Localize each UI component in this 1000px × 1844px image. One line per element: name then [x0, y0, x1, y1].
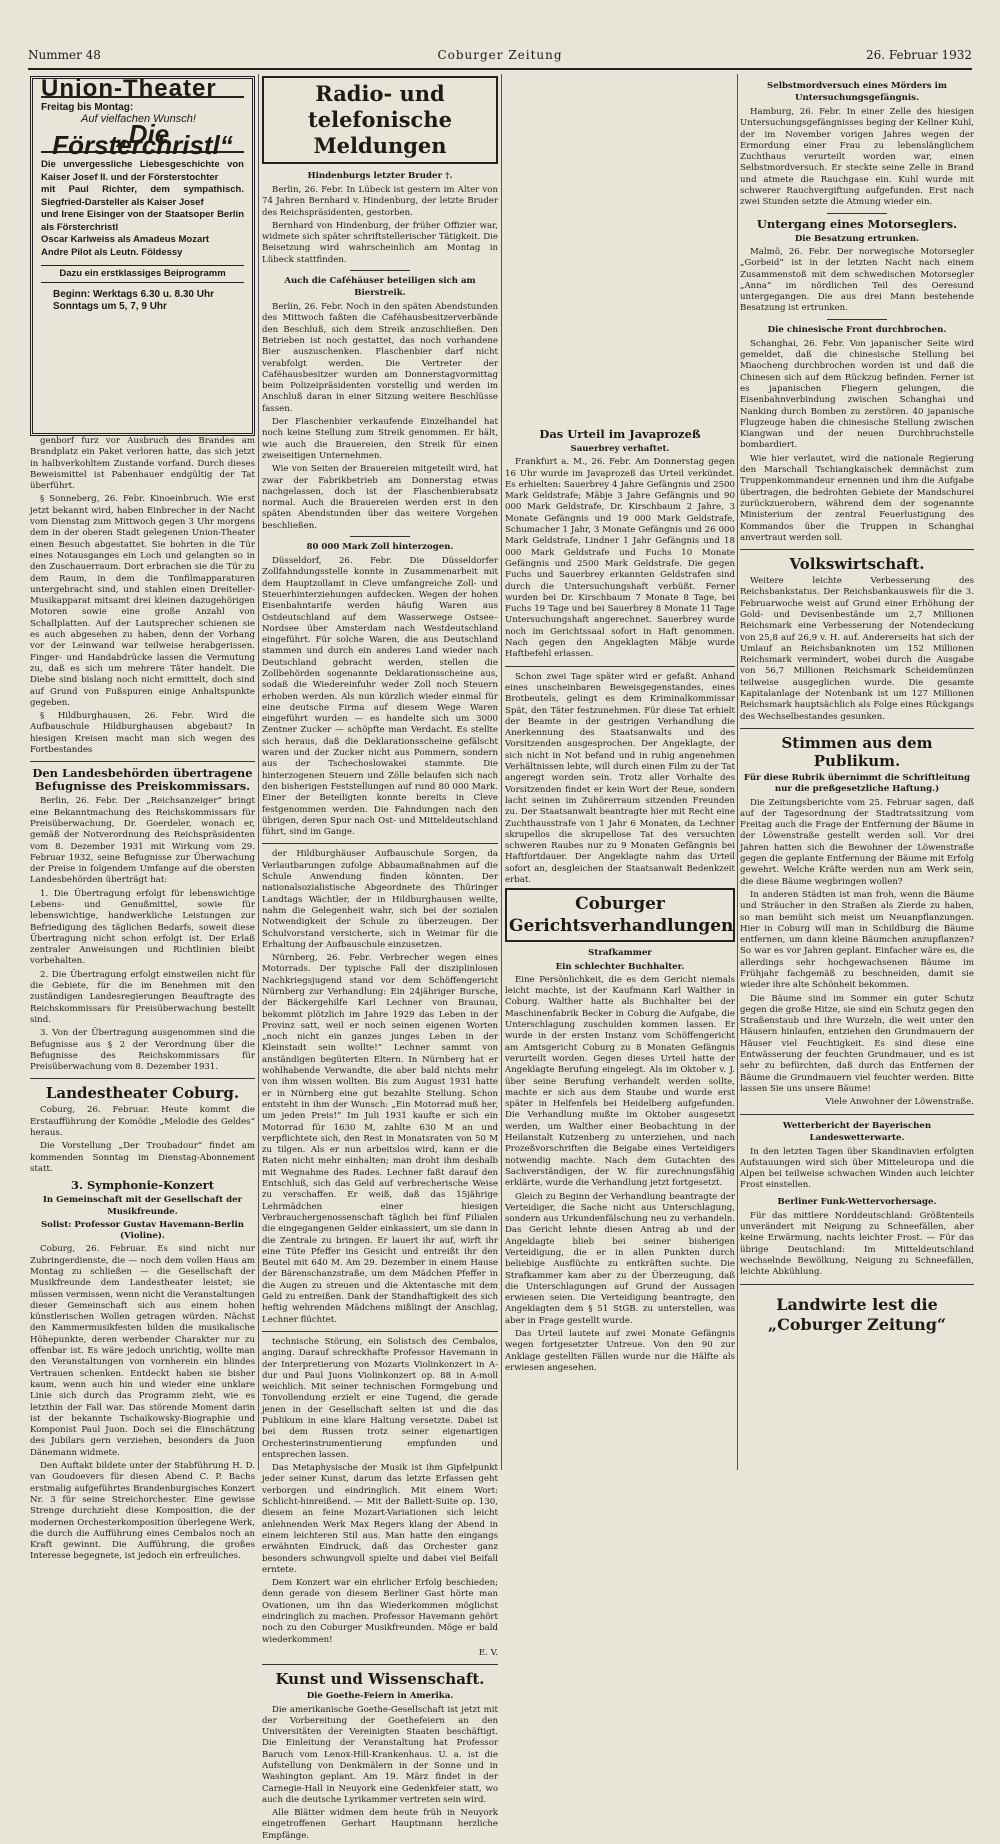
ad-line: und Irene Eisinger von der Staatsoper Berlin als Försterchristl [41, 209, 244, 233]
signature: Viele Anwohner der Löwenstraße. [825, 1097, 974, 1108]
paragraph: Berlin, 26. Febr. In Lübeck ist gestern im Alter von 74 Jahren Bernhard v. Hindenburg, der letzte Bruder des Reichspräsidenten, gestorben. [262, 185, 498, 218]
ad-times: Sonntags um 5, 7, 9 Uhr [53, 300, 167, 312]
paragraph: Die amerikanische Goethe-Gesellschaft ist jetzt mit der Vorbereitung der Goethefeiern an den Universitäten der Vereinigten Staaten beschäftigt. Die Einleitung der Veranstaltung hat Professor Baruch vom Lenox-Hill-Krankenhaus. U. a. ist die Aufstellung von Denkmälern in der Sonne und in Washington geplant. Am 19. März findet in der Carnegie-Hall in Neuyork eine Gedenkfeier statt, wo auch die deutsche Lyrikammer vertreten sein wird. [262, 1704, 498, 1805]
headline: Kunst und Wissenschaft. [275, 1670, 485, 1689]
paragraph: Das Urteil lautete auf zwei Monate Gefängnis wegen fortgesetzter Untreue. Von den 90 zur Anklage gestellten Fällen wurde nur die Hälfte als erwiesen angesehen. [505, 1329, 735, 1373]
paragraph: Berlin, 26. Febr. Der „Reichsanzeiger“ bringt eine Bekanntmachung des Reichskommissars für Preisüberwachung, Dr. Goerdeler, wonach er, gemäß der Notverordnung des Reichspräsidenten vom 8. Dezember 1931 mit Wirkung vom 29. Februar 1932, seine Befugnisse zur Überwachung der Preise in folgendem Umfange auf die obersten Landesbehörden überträgt hat: [30, 796, 255, 886]
subheadline: Ein schlechter Buchhalter. [555, 961, 685, 972]
ad-when: Freitag bis Montag: [41, 102, 134, 114]
column-4 [740, 76, 974, 1335]
headline: Hindenburgs letzter Bruder †. [307, 171, 453, 181]
paragraph: 1. Die Übertragung erfolgt für lebenswichtige Lebens- und Genußmittel, sowie für lebenswichtige, handwerkliche Leistungen zur Befriedigung des täglichen Bedarfs, soweit diese Übertragung nicht schon erfolgt ist. Der Erlaß zentraler Anweisungen und Richtlinien bleibt vorbehalten. [30, 888, 255, 967]
headline: 80 000 Mark Zoll hinterzogen. [306, 542, 454, 553]
divider [740, 1284, 974, 1285]
column-3-continuation-space [505, 76, 735, 424]
divider [505, 666, 735, 667]
headline: Die chinesische Front durchbrochen. [767, 324, 947, 335]
divider [827, 213, 887, 214]
ad-times: Beginn: Werktags 6.30 u. 8.30 Uhr [53, 288, 214, 300]
subheadline: Sauerbrey verhaftet. [570, 444, 670, 454]
divider [30, 761, 255, 762]
paragraph: In anderen Städten ist man froh, wenn die Bäume und Sträucher in den Straßen als Zierde zu haben, so man bemüht sich meist um Neuanpflanzungen. Hier in Coburg will man in Schildburg die Bäume entfernen, um dann kleine Bäumchen anzupflanzen? So war es vor Jahren geplant. Einfacher wäre es, die allerdings sehr hochgewachsenen Bäume im Frühjahr fachgemäß zu beschneiden, damit sie wieder ihre alte Schönheit bekommen. [740, 889, 974, 991]
paragraph: der Hildburghäuser Aufbauschule Sorgen, da Verlautbarungen zufolge Abbaumaßnahmen auf die Schule Anwendung finden könnten. Der nationalsozialistische Abgeordnete des Thüringer Landtags Wächtler, der in Hildburghausen weilte, nahm die Gelegenheit wahr, sich bei der sozialen Notwendigkeit der Schule zu überzeugen. Der Schulvorstand versicherte, sich in Weimar für die Erhaltung der Aufbauschule einzusetzen. [262, 849, 498, 950]
paragraph: Berlin, 26. Febr. Noch in den späten Abendstunden des Mittwoch faßten die Caféhausbesitzerverbände den Beschluß, sich dem Streik anzuschließen. Den Betrieben ist noch gestattet, das noch vorhandene Bier auszuschenken. Flaschenbier darf nicht verabfolgt werden. Die Vertreter der Caféhausbesitzer wurden am Donnerstagvormittag beim Polizeipräsidenten vorstellig und werden im Anschluß daran in einer Sitzung weitere Beschlüsse fassen. [262, 302, 498, 414]
ad-line: Andre Pilot als Leutn. Földessy [41, 246, 183, 258]
paragraph: Den Auftakt bildete unter der Stabführung H. D. van Goudoevers für diesen Abend C. P. Bachs erstmalig aufgeführtes Brandenburgisches Konzert Nr. 3 für seine Streichorchester. Eine gewisse Strenge durchzieht diese Komposition, die der modernen Orchesterkomposition überlegene Werk, die durch die Aufführung eines Cembalos noch an Kraft gewinnt. Die Aufführung, die großes Interesse begegnete, ist jedoch ein erfreuliches. [30, 1461, 255, 1562]
paragraph: Alle Blätter widmen dem heute früh in Neuyork eingetroffenen Gerhart Hauptmann herzliche Empfänge. [262, 1808, 498, 1841]
subheadline: Für diese Rubrik übernimmt die Schriftleitung nur die preßgesetzliche Haftung.) [743, 772, 971, 795]
ad-wish: Auf vielfachen Wunsch! [81, 112, 196, 125]
headline: Den Landesbehörden übertragene Befugnisse des Preiskommissars. [32, 766, 253, 794]
paragraph: genborf furz vor Ausbruch des Brandes am Brandplatz ein Paket verloren hatte, das sich jetzt in halbverkohltem Zustande vorfand. Durch dieses Beweismittel ist Pabenhauer endgültig der Tat überführt. [30, 436, 255, 492]
headline: Selbstmordversuch eines Mörders im Untersuchungsgefängnis. [767, 81, 947, 103]
paragraph: Frankfurt a. M., 26. Febr. Am Donnerstag gegen 16 Uhr wurde im Javaprozeß das Urteil verkündet. Es erhielten: Sauerbrey 4 Jahre Gefängnis und 2500 Mark Geldstrafe; Mäbje 3 Jahre Gefängnis und 90 000 Mark Geldstrafe, Dr. Kirschbaum 2 Jahre, 3 Monate Gefängnis und 19 000 Mark Geldstrafe, Schumacher 1 Jahr, 3 Monate Gefängnis und 26 000 Mark Geldstrafe, Lindner 1 Jahr Gefängnis und 18 000 Mark Geldstrafe und Fuchs 10 Monate Gefängnis und 2500 Mark Geldstrafe. Die gegen Fuchs und Sauerbrey erkannten Geldstrafen sind durch die Untersuchungshaft verbüßt. Ferner wurden bei Dr. Kirschbaum 7 Monate 8 Tage, bei Fuchs 19 Tage und bei Sauerbrey 8 Monate 11 Tage Untersuchungshaft angerechnet. Sauerbrey wurde noch im Gerichtssaal sofort in Haft genommen. Nach gegen den Angeklagten Mäbje wurde Haftbefehl erlassen. [505, 457, 735, 660]
divider [350, 536, 410, 537]
issue-date: 26. Februar 1932 [865, 48, 972, 62]
paragraph: Der Flaschenbier verkaufende Einzelhandel hat noch keine Stellung zum Streik genommen. Er hält, wie auch die Brauereien, den Streik für einen zweiseitigen Unternehmen. [262, 417, 498, 461]
ad-line: Die unvergessliche Liebesgeschichte von Kaiser Josef II. und der Försterstochter [41, 159, 244, 183]
subheadline: Solist: Professor Gustav Havemann-Berlin (Violine). [40, 1219, 245, 1242]
paragraph: Gleich zu Beginn der Verhandlung beantragte der Verteidiger, die Sache nicht aus Unterschlagung, sondern aus Urkundenfälschung neu zu verhandeln. Das Gericht lehnte diesen Antrag ab und der Angeklagte blieb bei seiner bisherigen Verteidigung, die er in allen Punkten durch beliebige Ausflüchte zu entkräften suchte. Die Strafkammer kam aber zu der Überzeugung, daß die Unterschlagungen auf Grund der Aussagen erwiesen seien. Die Verteidigung beantragte, den Angeklagten dem § 51 StGB. zu unterstellen, was aber in Frage gestellt wurde. [505, 1191, 735, 1326]
divider [740, 728, 974, 729]
headline: Volkswirtschaft. [789, 555, 925, 574]
column-3 [505, 76, 735, 1376]
ad-program: Dazu ein erstklassiges Beiprogramm [41, 265, 244, 282]
paragraph: § Sonneberg, 26. Febr. Kinoeinbruch. Wie erst jetzt bekannt wird, haben Einbrecher in der Nacht vom Dienstag zum Mittwoch gegen 3 Uhr morgens dem in der oberen Stadt gelegenen Union-Theater einen Besuch abgestattet. Sie bohrten in die Tür eines Notausganges ein Loch und gelangten so in den Zuschauerraum. Dort erbrachen sie die Tür zu dem Raum, in dem die Tonfilmapparaturen untergebracht sind, und stahlen einen Dreiteller-Musikapparat mitsamt drei kleinen dazugehörigen Motoren sowie eine große Anzahl von Schallplatten. Auf der Lautsprecher schienen sie es auch abgesehen zu haben, denn der Vorhang vor der Leinwand war teilweise herabgerissen. Finger- und Handabdrücke lassen die Vermutung zu, daß es sich um mehrere Täter handelt. Die Diebe sind bislang noch nicht ermittelt, doch sind auf Grund von Fußspuren einige Anhaltspunkte gegeben. [30, 494, 255, 708]
paragraph: Düsseldorf, 26. Febr. Die Düsseldorfer Zollfahndungsstelle konnte in Zusammenarbeit mit dem Hauptzollamt in Cleve umfangreiche Zoll- und Steuerhinterziehungen aufdecken. Wegen der hohen Eisenbahntarife werden häufig Waren aus Ostdeutschland auf dem Wasserwege Ostsee–Nordsee über Amsterdam nach Westdeutschland eingeführt. Für solche Waren, die aus Deutschland stammen und durch ein anderes Land wieder nach Deutschland gebracht werden, stellen die Zollbehörden sogenannte Deklarationsscheine aus, sodaß die Wiedereinfuhr weder Zoll noch Steuern erhoben werden. Als nun kürzlich wieder einmal für eine deutsche Firma auf diesem Wege Waren eingeführt wurden — es handelte sich um 3000 Zentner Zucker — schöpfte man Verdacht. Es stellte sich heraus, daß die Deklarationsscheine gefälscht waren und der Zucker nicht aus Pommern, sondern aus der Tschechoslowakei stammte. Die hinterzogenen Steuern und Zölle belaufen sich nach den bisherigen Feststellungen auf rund 80 000 Mark. Einer der Beteiligten konnte bereits in Cleve festgenommen werden. Die Fahndungen nach den übrigen, deren Spur nach Ost- und Mitteldeutschland führt, sind im Gange. [262, 556, 498, 838]
headline: Untergang eines Motorseglers. [756, 216, 958, 231]
paragraph: Das Metaphysische der Musik ist ihm Gipfelpunkt jeder seiner Kunst, darum das letzte Erfassen geht verborgen und eindringlich. Mit einem Wort: Schlicht-hinreißend. — Mit der Ballett-Suite op. 130, diesem an feine Mozart-Variationen sich leicht anlehnenden Werk Max Regers klang der Abend in einem leichteren Stil aus. Man hatte den eingangs erwähnten Eindruck, daß das Orchester ganz besonders schwungvoll spielte und dabei viel Beifall erntete. [262, 1463, 498, 1575]
subheadline: Die Goethe-Feiern in Amerika. [306, 1691, 454, 1702]
paragraph: Die Zeitungsberichte vom 25. Februar sagen, daß auf der Tagesordnung der Stadtratssitzung vom Freitag auch die Frage der Entfernung der Bäume in der Löwenstraße gestellt werden soll. Vor drei Jahren hatten sich die Bewohner der Löwenstraße gegen die geplante Entfernung der Bäume mit Erfolg gewehrt. Welche Kräfte werden nun am Werk sein, die diese Bäume wegbringen wollen? [740, 797, 974, 887]
headline: Wetterbericht der Bayerischen Landeswetterwarte. [782, 1120, 932, 1143]
paper-title: Coburger Zeitung [437, 48, 563, 62]
paragraph: § Hildburghausen, 26. Febr. Wird die Aufbauschule Hildburghausen abgebaut? In hiesigen Kreisen macht man sich wegen des Fortbestandes [30, 711, 255, 756]
divider [262, 1664, 498, 1665]
signature: E. V. [478, 1647, 498, 1658]
ad-film-title: „Die Försterchristl“ [41, 129, 244, 154]
column-divider [258, 74, 259, 1470]
paragraph: Weitere leichte Verbesserung des Reichsbankstatus. Der Reichsbankausweis für die 3. Februarwoche weist auf Grund einer Erhöhung der Gold- und Devisenbestände um 2,7 Millionen Reichsmark eine Verbesserung der Notendeckung von 25,8 auf 26,9 v. H. auf. Andererseits hat sich der Umlauf an Reichsbanknoten um 152 Millionen Reichsmark vermindert, wobei durch die Ausgabe von 56,7 Millionen Reichsmark Scheidemünzen teilweise ausgeglichen wurde. Die gesamte Kapitalanlage der Notenbank ist um 127 Millionen Reichsmark hauptsächlich als Folge eines Rückgangs des Wechselbestandes gesunken. [740, 576, 974, 722]
ad-line: Oscar Karlweiss als Amadeus Mozart [41, 234, 210, 246]
headline: Landestheater Coburg. [45, 1084, 240, 1103]
closing-ad: Landwirte lest die „Coburger Zeitung“ [767, 1294, 947, 1334]
paragraph: Wie hier verlautet, wird die nationale Regierung den Marschall Tschiangkaischek demnächst zum Truppenkommandeur ernennen und ihm die Aufgabe übertragen, die bedrohten Gebiete der Mandschurei zurückzuerobern, während dem der sogenannte Ministerium der zentral Feuerlustigung des Kommandos über die Truppen in Schanghai anvertraut werden soll. [740, 453, 974, 543]
paragraph: Für das mittlere Norddeutschland: Größtenteils unverändert mit Neigung zu Schneefällen, aber keine Erwärmung, nachts leichter Frost. — Für das übrige Deutschland: Im Mitteldeutschland wechselnde Bewölkung, Neigung zu Schneefällen, leichte Abkühlung. [740, 1210, 974, 1278]
divider [740, 549, 974, 550]
paragraph: Nürnberg, 26. Febr. Verbrecher wegen eines Motorrads. Der typische Fall der disziplinlosen Nachkriegsjugend stand vor dem Schöffengericht Nürnberg zur Verhandlung: Ein 24jähriger Bursche, der Bäckergehilfe Karl Lechner von Braunau, bekommt plötzlich im Jahre 1929 das Leben in der Provinz satt, weil er noch seinen eigenen Worten „noch nicht ein ganzes junges Leben in der Kleinstadt sein wollte!“ Lechner sammt von anständigen begüterten Eltern. In Nürnberg hat er wohlhabende Verwandte, die aber bald nichts mehr von ihm wissen wollten. Bis zum August 1931 hatte er in Nürnberg eine gut bezahlte Stellung. Schon entsteht in ihm der Wunsch: „Ein Motorrad muß her, um jeden Preis!“ Im Juli 1931 kaufte er sich ein Motorrad für 1630 M, zahlte 630 M an und verpflichtete sich, den Rest in Monatsraten von 50 M zu tilgen. Als er nun arbeitslos wird, kann er die Raten nicht mehr einhalten; man droht ihm deshalb mit Wegnahme des Rades. Lechner faßt darauf den Entschluß, sich das Geld auf verbrecherische Weise zu verschaffen. Er weiß, daß das 15jährige Lehrmädchen einer hiesigen Verbrauchergenossenschaft täglich bei fünf Filialen die eingegangenen Gelder einkassiert, um sie dann in die Zentrale zu bringen. Er lauert ihr auf, wirft ihr eine Tüte Pfeffer ins Gesicht und entreißt ihr den Beutel mit 640 M. Am 29. Dezember in einem Hause der Bärenschanzstraße, um dem Mädchen Pfeffer in die Augen zu streuen und die Aktentasche mit dem Geld zu entreißen. Dank der Standhaftigkeit des sich heftig wehrenden Mädchens mißlingt der Anschlag, Lechner flüchtet. [262, 953, 498, 1325]
masthead [28, 48, 972, 66]
column-divider [737, 74, 738, 1470]
paragraph: Die Bäume sind im Sommer ein guter Schutz gegen die große Hitze, sie sind ein Schutz gegen den Straßenstaub und ihre Wurzeln, die weit unter den Häusern hinlaufen, entziehen den Grundmauern der Häuser viel Feuchtigkeit. Es sind diese eine Entwässerung der feuchten Grundmauer, und es ist sehr zu befürchten, daß durch das Entfernen der Bäume die Grundmauern viel feuchter werden. Bitte lassen Sie uns unsere Bäume! [740, 993, 974, 1094]
paragraph: Die Vorstellung „Der Troubadour“ findet am kommenden Sonntag im Dienstag-Abonnement statt. [30, 1141, 255, 1174]
court-banner: Coburger Gerichtsverhandlungen [505, 888, 735, 942]
paragraph: 2. Die Übertragung erfolgt einstweilen nicht für die Gebiete, für die im Benehmen mit den zuständigen Landesregierungen Beauftragte des Reichskommissars für Preisüberwachung bestellt sind. [30, 969, 255, 1025]
subheadline: Die Besatzung ertrunken. [794, 233, 920, 244]
headline: Berliner Funk-Wettervorhersage. [777, 1196, 937, 1207]
paragraph: Eine Persönlichkeit, die es dem Gericht niemals leicht machte, ist der Kaufmann Karl Walther in Coburg. Walther hatte als Buchhalter bei der Maschinenfabrik Becker in Coburg die Aufgabe, die Unterschlagung zuschulden kommen lassen. Er wurde in der ersten Instanz vom Schöffengericht am Amtsgericht Coburg zu 8 Monaten Gefängnis verurteilt worden. Gegen dieses Urteil hatte der Angeklagte Berufung eingelegt. Als im Oktober v. J. über seine Berufung verhandelt werden sollte, machte er sich aus dem Staube und wurde erst später in Helfenfels bei Heidelberg aufgefunden. Die Verhandlung mußte im Oktober ausgesetzt werden, um Walther einer Beobachtung in der Heilanstalt Kutzenberg zu unterziehen, und nach Prozeßvorschriften die Beigabe eines Verteidigers notwendig machte. Nach dem Gutachten des Sachverständigen, der W. für zurechnungsfähig erklärte, wurde die Verhandlung jetzt fortgesetzt. [505, 974, 735, 1189]
divider [740, 1114, 974, 1115]
column-divider [501, 74, 502, 1470]
radio-banner: Radio- und telefonische Meldungen [262, 76, 498, 164]
headline: Auch die Caféhäuser beteiligen sich am Bierstreik. [284, 276, 476, 299]
divider [827, 319, 887, 320]
ad-title: Union-Theater [41, 83, 244, 98]
paragraph: Coburg, 26. Februar. Heute kommt die Erstaufführung der Komödie „Melodie des Geldes“ heraus. [30, 1105, 255, 1139]
ad-line: mit Paul Richter, dem sympathisch. Siegfried-Darsteller als Kaiser Josef [41, 184, 244, 208]
paragraph: In den letzten Tagen über Skandinavien erfolgten Aufstauungen wird sich über Mitteleuropa und die Alpen bei teilweise schwachen Winden auch leichter Frost einstellen. [740, 1146, 974, 1191]
divider [262, 1331, 498, 1332]
headline: Das Urteil im Javaprozeß [539, 427, 701, 441]
column-1 [30, 76, 255, 1565]
paragraph: Dem Konzert war ein ehrlicher Erfolg beschieden; denn gerade von diesem Berliner Gast hörte man Ovationen, um ihn das Wiederkommen möglichst eindringlich zu machen. Professor Havemann gehört noch zu den Coburger Musikfreunden. Möge er bald wiederkommen! [262, 1578, 498, 1645]
subheadline: Strafkammer [588, 948, 652, 959]
paragraph: Bernhard von Hindenburg, der früher Offizier war, widmete sich später schriftstellerischer Tätigkeit. Die Beisetzung wird wahrscheinlich am Montag in Lübeck stattfinden. [262, 220, 498, 265]
paragraph: Schon zwei Tage später wird er gefaßt. Anhand eines unscheinbaren Beweisgegenstandes, eines Brotbeutels, gelingt es dem Kriminalkommissar Spät, den Täter festzunehmen. Für diese Tat erhielt der Beamte in der gestrigen Verhandlung die Anerkennung des Staatsanwalts und des Vorsitzenden ausgesprochen. Der Angeklagte, der sich nicht in Not befand und in ruhig angenehmen Verhältnissen lebte, will durch einen Film zu der Tat angeregt worden sein. Trotz aller Vorhalte des Vorsitzenden findet er kein Wort der Reue, sondern lacht seinen im Zuhörerraum sitzenden Freunden zu. Der Staatsanwalt beantragte hier mit Recht eine Zuchthausstrafe von 1 Jahr 6 Monaten, da Lechner skrupellos die skrupellose Tat des versuchten schweren Raubes nur zu 9 Monaten Gefängnis bei Haftfortdauer. Der Angeklagte nahm das Urteil sofort an, desgleichen der Staatsanwalt Bedenkzeit erbat. [505, 671, 735, 885]
divider [262, 843, 498, 844]
paragraph: Malmö, 26. Febr. Der norwegische Motorsegler „Gorbeid“ ist in der letzten Nacht nach einem Zusammenstoß mit dem schwedischen Motorsegler „Anna“ im nördlichen Teil des Oeresund untergegangen. Die aus drei Mann bestehende Besatzung ist ertrunken. [740, 246, 974, 314]
paragraph: Wie von Seiten der Brauereien mitgeteilt wird, hat zwar der Fabrikbetrieb am Donnerstag etwas nachgelassen, doch ist der Flaschenbierabsatz normal. Auch die Brauereien werden erst in den späten Abendstunden über das weitere Vorgehen beschließen. [262, 464, 498, 531]
subheadline: In Gemeinschaft mit der Gesellschaft der Musikfreunde. [42, 1195, 243, 1217]
masthead-rule [28, 68, 972, 70]
divider [350, 270, 410, 271]
union-theater-ad [30, 76, 255, 436]
paragraph: Hamburg, 26. Febr. In einer Zelle des hiesigen Untersuchungsgefängnisses beging der Kellner Kuhl, der im November vorigen Jahres wegen der Ermordung einer Frau zu lebenslänglichem Zuchthaus verurteilt worden war, einen Selbstmordversuch. Er steckte seine Zelle in Brand und atmete die Rauchgase ein. Kuhl wurde mit schwerer Rauchvergiftung aufgefunden. Erst nach zwei Stunden setzte die Atmung wieder ein. [740, 107, 974, 208]
paragraph: 3. Von der Übertragung ausgenommen sind die Befugnisse aus § 2 der Verordnung über die Befugnisse des Reichskommissars für Preisüberwachung vom 8. Dezember 1931. [30, 1028, 255, 1073]
column-2 [262, 76, 498, 1844]
headline: Stimmen aus dem Publikum. [781, 733, 933, 770]
issue-number: Nummer 48 [28, 48, 101, 62]
paragraph: Schanghai, 26. Febr. Von japanischer Seite wird gemeldet, daß die chinesische Stellung bei Miaocheng durchbrochen worden ist und daß die Chinesen sich auf dem Rückzug befinden. Ferner ist es japanischen Fliegern gelungen, die Eisenbahnverbindung zwischen Schanghai und Nanking durch Bomben zu zerstören. 40 japanische Flugzeuge haben die chinesische Stellung zwischen Kiangwan und der neuen Durchbruchstelle bombardiert. [740, 338, 974, 451]
divider [30, 1078, 255, 1079]
paragraph: technische Störung, ein Solistsch des Cembalos, anging. Darauf schreckhafte Professor Havemann in der Interpretierung von Mozarts Violinkonzert in A-dur und Paul Juons Violinkonzert op. 88 in A-moll weichlich. Mit seiner technischen Formgebung und Tonvollendung erzielt er eine Tugend, die gerade jenen in der Gesellschaft selten ist und die das Publikum in eine klare Haltung versetzte. Dabei ist bei dem Russen trotz seiner eigenartigen Orchesterinstrumentierung empfunden und entsprechen lassen. [262, 1336, 498, 1460]
paragraph: Coburg, 26. Februar. Es sind nicht nur Zubringerdienste, die — noch dem vollen Haus am Montag zu schließen — die Gesellschaft der Musikfreunde dem Landestheater leistet; sie müssen vermissen, wenn nicht die Veranstaltungen dieser Gemeinschaft sich aus einem hohen künstlerischen Wollen getragen würden. Nächst den Kammermusikfesten bilden die musikalische Höhepunkte, deren werbender Charakter nur zu offenbar ist. Es wäre jedoch unrichtig, wollte man den Veranstaltungen von vornherein ein blindes Vertrauen schenken. Entdeckt haben sie bisher kaum, wenn auch hin und wieder eine unklare Linie sich durch das Programm zieht, wie es letzthin der Fall war. Das störende Moment darin ist der bekannte Tschaikowsky-Biographie und Komponist Paul Juon. Doch sei die Einschätzung des Jubilars gern verziehen, besonders da Juon Dänemann widmete. [30, 1244, 255, 1458]
headline: 3. Symphonie-Konzert [70, 1178, 215, 1193]
